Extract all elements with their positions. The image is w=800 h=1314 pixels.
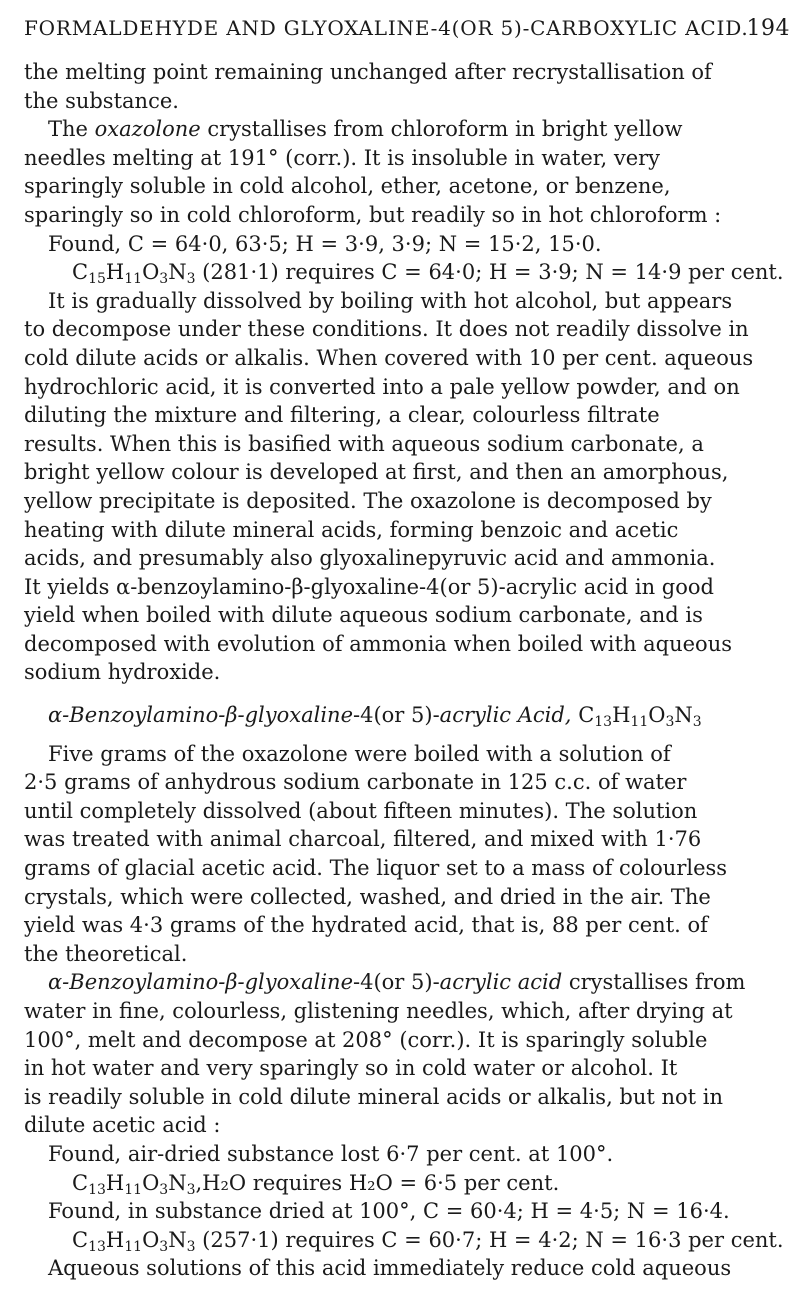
text-run: crystallises from chloroform in bright yellow — [200, 117, 683, 142]
text-line: Five grams of the oxazolone were boiled with a solution of — [48, 741, 671, 766]
analysis-found: Found, C = 64·0, 63·5; H = 3·9, 3·9; N = 15·2, 15·0. — [48, 231, 602, 256]
analysis-found: Found, in substance dried at 100°, C = 60·4; H = 4·5; N = 16·4. — [48, 1199, 730, 1224]
text-line: to decompose under these conditions. It does not readily dissolve in — [24, 317, 749, 342]
body-text — [24, 58, 784, 1283]
text-line: results. When this is basified with aqueous sodium carbonate, a — [24, 431, 704, 456]
text-line: is readily soluble in cold dilute mineral acids or alkalis, but not in — [24, 1084, 724, 1109]
text-line: sparingly soluble in cold alcohol, ether, acetone, or benzene, — [24, 174, 671, 199]
text-line: decomposed with evolution of ammonia when boiled with aqueous — [24, 631, 733, 656]
text-run: (281·1) requires C = 64·0; H = 3·9; N = 14·9 per cent. — [195, 260, 784, 285]
text-line: hydrochloric acid, it is converted into a pale yellow powder, and on — [24, 374, 740, 399]
text-line: 2·5 grams of anhydrous sodium carbonate in 125 c.c. of water — [24, 770, 687, 795]
text-line: heating with dilute mineral acids, forming benzoic and acetic — [24, 517, 679, 542]
analysis-requires — [24, 1169, 784, 1198]
page-number: 194 — [746, 16, 790, 41]
compound-name: oxazolone — [94, 117, 201, 142]
text-line: the substance. — [24, 88, 179, 113]
text-line: α-Benzoylamino-β-glyoxaline-4(or 5)-acrylic acid crystallises from — [48, 970, 746, 995]
text-line — [24, 115, 784, 144]
text-line: yield was 4·3 grams of the hydrated acid, that is, 88 per cent. of — [24, 913, 708, 938]
text-line: yellow precipitate is deposited. The oxazolone is decomposed by — [24, 488, 712, 513]
text-line: until completely dissolved (about fifteen minutes). The solution — [24, 798, 698, 823]
text-line: in hot water and very sparingly so in cold water or alcohol. It — [24, 1056, 678, 1081]
text-line: needles melting at 191° (corr.). It is insoluble in water, very — [24, 145, 661, 170]
analysis-found: Found, air-dried substance lost 6·7 per cent. at 100°. — [48, 1141, 614, 1166]
formula: $C_{13}H_{11}O_3N_3,H_2O$ — [72, 1170, 247, 1198]
formula: $C_{13}H_{11}O_3N_3$ — [578, 703, 702, 731]
text-line: sodium hydroxide. — [24, 660, 221, 685]
text-line: bright yellow colour is developed at first, and then an amorphous, — [24, 460, 729, 485]
text-line: cold dilute acids or alkalis. When covered with 10 per cent. aqueous — [24, 345, 754, 370]
text-run: requires H₂O = 6·5 per cent. — [246, 1170, 560, 1195]
text-line: crystals, which were collected, washed, and dried in the air. The — [24, 884, 711, 909]
text-line: yield when boiled with dilute aqueous sodium carbonate, and is — [24, 603, 703, 628]
text-line: It is gradually dissolved by boiling with hot alcohol, but appears — [48, 288, 733, 313]
text-line: diluting the mixture and filtering, a clear, colourless filtrate — [24, 403, 660, 428]
analysis-requires — [24, 1226, 784, 1255]
text-line: grams of glacial acetic acid. The liquor set to a mass of colourless — [24, 856, 728, 881]
text-line: the theoretical. — [24, 941, 188, 966]
formula: $C_{13}H_{11}O_3N_3$ — [72, 1227, 196, 1255]
text-line: the melting point remaining unchanged after recrystallisation of — [24, 60, 712, 84]
text-line: acids, and presumably also glyoxalinepyruvic acid and ammonia. — [24, 546, 716, 571]
page-header — [24, 10, 792, 44]
analysis-requires — [24, 258, 784, 287]
text-line: dilute acetic acid : — [24, 1113, 221, 1138]
text-line: water in fine, colourless, glistening needles, which, after drying at — [24, 999, 733, 1023]
text-run: (257·1) requires C = 60·7; H = 4·2; N = 16·3 per cent. — [195, 1227, 784, 1252]
text-line: sparingly so in cold chloroform, but readily so in hot chloroform : — [24, 202, 722, 227]
text-line: was treated with animal charcoal, filtered, and mixed with 1·76 — [24, 827, 702, 852]
section-heading: α-Benzoylamino-β-glyoxaline-4(or 5)-acrylic Acid, $C_{13}H_{11}O_3N_3$ — [48, 703, 702, 731]
text-line: 100°, melt and decompose at 208° (corr.). It is sparingly soluble — [24, 1027, 708, 1052]
running-title: FORMALDEHYDE AND GLYOXALINE-4(OR 5)-CARBOXYLIC ACID. — [24, 16, 749, 40]
formula: $C_{15}H_{11}O_3N_3$ — [72, 260, 196, 288]
text-line: It yields α-benzoylamino-β-glyoxaline-4(or 5)-acrylic acid in good — [24, 574, 714, 599]
text-run: The — [48, 117, 95, 142]
text-line: Aqueous solutions of this acid immediately reduce cold aqueous — [48, 1256, 732, 1281]
